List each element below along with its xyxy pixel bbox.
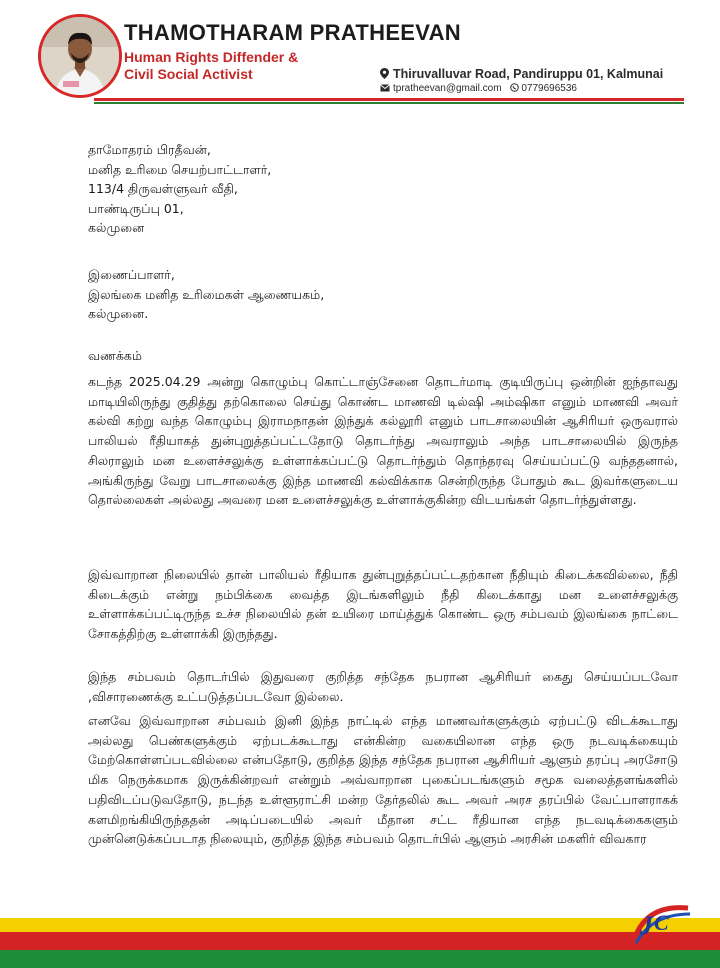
recipient-address xyxy=(88,265,324,324)
body-paragraph-3: இந்த சம்பவம் தொடர்பில் இதுவரை குறித்த சந்தேக நபரான ஆசிரியர் கைது செய்யப்படவோ ,விசாரணைக்கு உட்படுத்தப்படவோ இல்லை. xyxy=(88,669,678,704)
header-divider-red xyxy=(94,98,684,101)
header-divider-green xyxy=(94,102,684,104)
jc-news-logo xyxy=(626,900,696,946)
body-paragraph-1: கடந்த 2025.04.29 அன்று கொழும்பு கொட்டாஞ்சேனை தொடர்மாடி குடியிருப்பு ஒன்றின் ஐந்தாவது மாடியிலிருந்து குதித்து தற்கொலை செய்து கொண்ட மாணவி டில்ஷி அம்ஷிகா எனும் மாணவி அவர் கல்வி கற்று வந்த கொழும்பு இராமநாதன் இந்துக் கல்லூரி எனும் பாடசாலையின் ஆசிரியர் ஒருவரால் பாலியல் ரீதியாகத் துன்புறுத்தப்பட்டதோடு தொடர்ந்து அவராலும் அந்த பாடசாலையில் இருந்த சிலராலும் மன உளைச்சலுக்கு உள்ளாக்கப்பட்டு தொடர்ந்தும் தொந்தரவு செய்யப்பட்டு வந்ததனால், அங்கிருந்து வேறு பாடசாலைக்கு இந்த மாணவி கல்விக்காக சென்றிருந்த போதும் கூட இவர்களுடைய தொல்லைகள் அல்லது அவரை மன உளைச்சலுக்கு உள்ளாக்குகின்ற விடயங்கள் தொடர்ந்துள்ளது. xyxy=(88,374,678,508)
sender-address xyxy=(88,140,271,238)
footer-bar-yellow xyxy=(0,918,720,932)
sender-line: தாமோதரம் பிரதீவன், xyxy=(88,142,211,157)
letterhead-role-line1: Human Rights Diffender & xyxy=(124,49,299,65)
body-paragraph-4: எனவே இவ்வாறான சம்பவம் இனி இந்த நாட்டில் எந்த மாணவர்களுக்கும் ஏற்பட்டு விடக்கூடாது அல்லது பெண்களுக்கும் ஏற்படக்கூடாது என்கின்ற வகையிலான எந்த ஒரு நடவடிக்கையும் மேற்கொள்ளப்படவில்லை என்பதோடு, குறித்த இந்த சந்தேக நபரான ஆசிரியர் ஆளும் தரப்பு அரசோடு மிக நெருக்கமாக இருக்கின்றவர் என்றும் அவ்வாறான புகைப்படங்களும் சமூக வலைத்தளங்களில் பதிவிடப்படுவதோடு, நடந்த உள்ளூராட்சி மன்ற தேர்தலில் கூட அவர் அரச தரப்பில் வேட்பாளராகக் களமிறங்கியிருந்ததன் அடிப்படையில் அவர் மீதான சட்ட ரீதியான எந்த நடவடிக்கைகளும் முன்னெடுக்கப்படாத நிலையும், குறித்த இந்த சம்பவம் தொடர்பில் ஆளும் அரசின் மகளிர் விவகார xyxy=(88,713,678,847)
avatar xyxy=(38,14,122,98)
mail-icon xyxy=(380,84,390,92)
sender-line: கல்முனை xyxy=(88,220,145,235)
letterhead-contact xyxy=(380,83,583,94)
phone-text: 0779696536 xyxy=(521,83,577,94)
whatsapp-icon xyxy=(510,83,519,92)
email-text: tpratheevan@gmail.com xyxy=(393,83,502,94)
recipient-line: இலங்கை மனித உரிமைகள் ஆணையகம், xyxy=(88,286,325,302)
recipient-line: கல்முனை. xyxy=(88,306,149,321)
address-text: Thiruvalluvar Road, Pandiruppu 01, Kalmunai xyxy=(393,67,664,81)
footer-bar-green xyxy=(0,950,720,968)
portrait-image xyxy=(41,17,119,95)
letterhead-role-line2: Civil Social Activist xyxy=(124,66,253,82)
svg-text:C: C xyxy=(654,910,669,935)
recipient-line: இணைப்பாளர், xyxy=(88,267,175,282)
footer-bar-red xyxy=(0,932,720,950)
greeting: வணக்கம் xyxy=(88,348,142,363)
svg-text:J: J xyxy=(640,911,653,940)
sender-line: மனித உரிமை செயற்பாட்டாளர், xyxy=(88,161,272,177)
body-paragraph-2: இவ்வாறான நிலையில் தான் பாலியல் ரீதியாக துன்புறுத்தப்பட்டதற்கான நீதியும் கிடைக்கவில்லை, நீதி கிடைக்கும் என்று நம்பிக்கை வைத்த இடங்களிலும் நீதி கிடைக்காது மன உளைச்சலுக்கு உள்ளாக்கப்பட்டிருந்த உச்ச நிலையில் தன் உயிரை மாய்த்துக் கொண்ட ஒரு சம்பவம் இலங்கை நாட்டை சோகத்திற்கு உள்ளாக்கி இருந்தது. xyxy=(88,567,678,642)
location-pin-icon xyxy=(380,68,389,79)
letterhead-name: THAMOTHARAM PRATHEEVAN xyxy=(124,20,461,45)
letterhead-address xyxy=(380,67,663,81)
sender-line: பாண்டிருப்பு 01, xyxy=(88,200,184,216)
sender-line: 113/4 திருவள்ளுவர் வீதி, xyxy=(88,181,238,196)
